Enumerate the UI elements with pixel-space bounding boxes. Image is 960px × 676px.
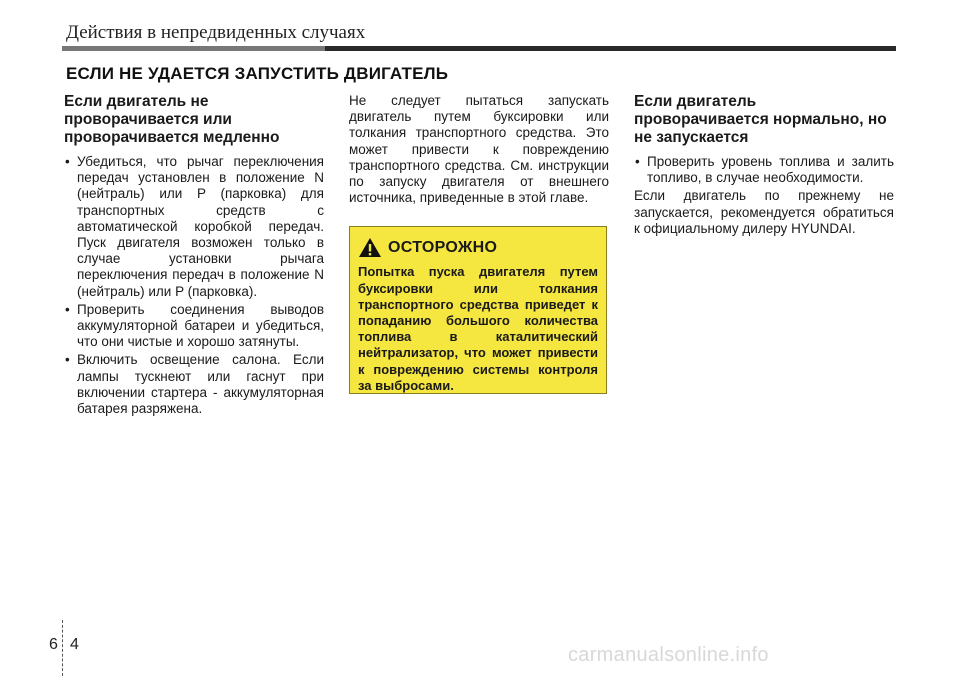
header-rule bbox=[62, 46, 896, 51]
left-heading: Если двигатель не проворачивается или проворачивается медленно bbox=[64, 93, 280, 146]
right-paragraph: Если двигатель по прежнему не запускается, рекомендуется обратиться к официальному дилеру HYUNDAI. bbox=[634, 188, 894, 236]
bullet-dot: • bbox=[65, 301, 70, 317]
header-title: Действия в непредвиденных случаях bbox=[66, 22, 366, 43]
warning-triangle-icon bbox=[358, 237, 382, 258]
list-item-text: Проверить уровень топлива и залить топливо, в случае необходимости. bbox=[647, 154, 894, 186]
left-bullet-list bbox=[64, 154, 324, 417]
footer-divider bbox=[62, 620, 63, 676]
watermark-text: carmanualsonline.info bbox=[568, 644, 769, 666]
middle-paragraph: Не следует пытаться запускать двигатель путем буксировки или толкания транспортного средства. Это может привести к повреждению транспортного средства. См. инструкции по запуску двигателя от внешнего источника, приведенные в этой главе. bbox=[349, 93, 609, 206]
list-item-text: Проверить соединения выводов аккумуляторной батареи и убедиться, что они чистые и хорошо затянуты. bbox=[77, 301, 324, 350]
bullet-dot: • bbox=[65, 154, 70, 169]
list-item bbox=[64, 352, 324, 417]
list-item-text: Убедиться, что рычаг переключения передач установлен в положение N (нейтраль) или P (парковка) для транспортных средств с автоматической коробкой передач. Пуск двигателя возможен только в случае установки рычага переключения передач в положение N (нейтраль) или P (парковка). bbox=[77, 154, 324, 299]
warning-text: Попытка пуска двигателя путем буксировки или толкания транспортного средства приведет к попаданию большого количества топлива в каталитический нейтрализатор, что может привести к повреждению системы контроля за выбросами. bbox=[358, 264, 598, 393]
right-bullet-list bbox=[634, 154, 894, 186]
column-left bbox=[64, 93, 324, 419]
warning-title: ОСТОРОЖНО bbox=[388, 238, 498, 256]
list-item bbox=[64, 302, 324, 351]
warning-header bbox=[358, 237, 598, 258]
page-number: 4 bbox=[70, 636, 79, 653]
section-title: ЕСЛИ НЕ УДАЕТСЯ ЗАПУСТИТЬ ДВИГАТЕЛЬ bbox=[66, 64, 449, 83]
warning-box bbox=[349, 226, 607, 394]
list-item-text: Включить освещение салона. Если лампы тускнеют или гаснут при включении стартера - аккумуляторная батарея разряжена. bbox=[77, 352, 324, 417]
chapter-number: 6 bbox=[49, 636, 58, 653]
list-item bbox=[64, 154, 324, 300]
bullet-dot: • bbox=[65, 352, 70, 368]
list-item bbox=[634, 154, 894, 186]
right-heading: Если двигатель проворачивается нормально, но не запускается bbox=[634, 93, 887, 146]
column-right bbox=[634, 93, 894, 241]
bullet-dot: • bbox=[635, 154, 640, 169]
column-middle bbox=[349, 93, 609, 394]
